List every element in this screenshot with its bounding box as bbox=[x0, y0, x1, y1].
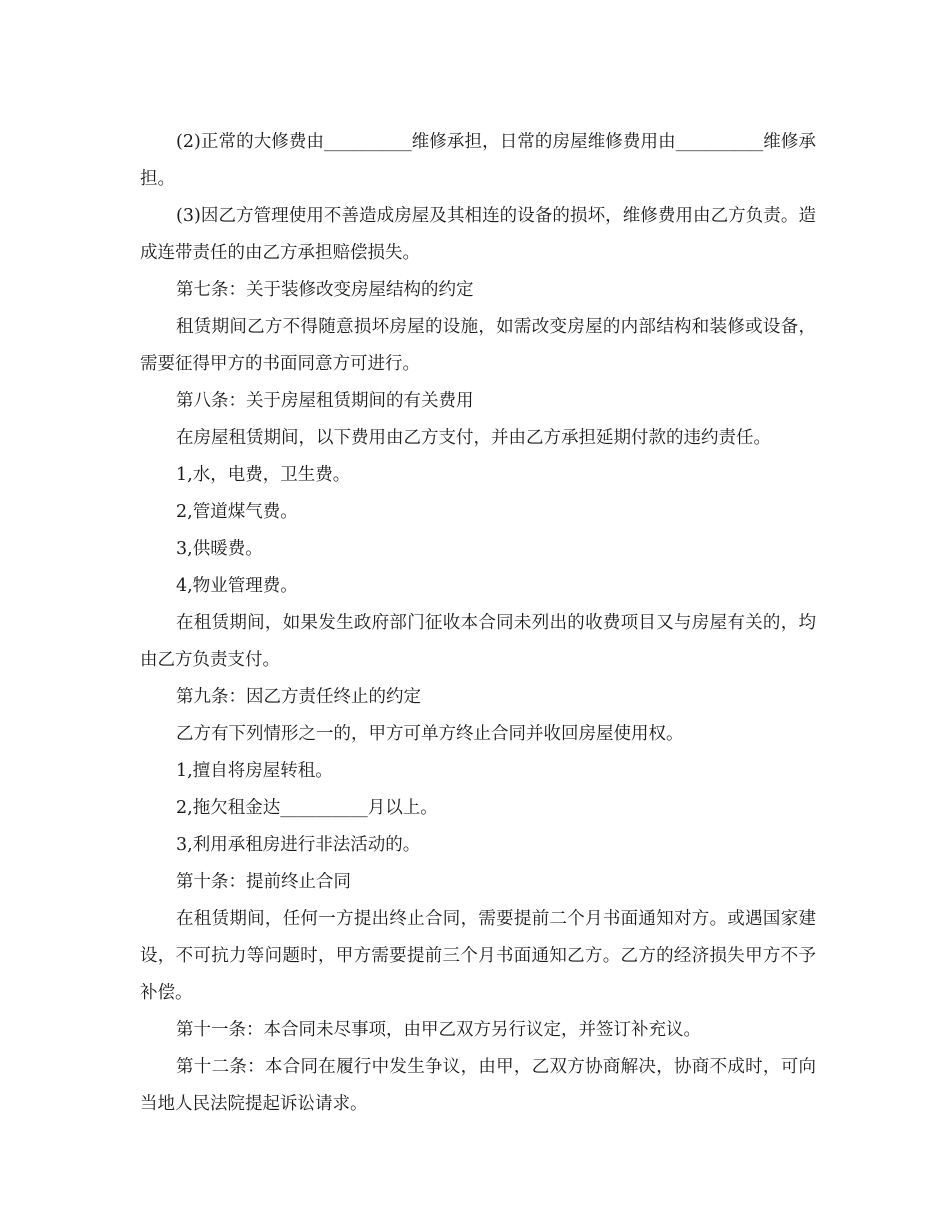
article-10-heading: 第十条：提前终止合同 bbox=[176, 872, 351, 892]
article-8-heading: 第八条：关于房屋租赁期间的有关费用 bbox=[176, 391, 474, 411]
article-11: 第十一条：本合同未尽事项，由甲乙双方另行议定，并签订补充议。 bbox=[176, 1020, 701, 1040]
article-8-item-1: 1,水，电费，卫生费。 bbox=[176, 465, 351, 485]
article-7-body: 租赁期间乙方不得随意损坏房屋的设施，如需改变房屋的内部结构和装修或设备，需要征得甲方的书面同意方可进行。 bbox=[140, 317, 816, 374]
article-8-item-3: 3,供暖费。 bbox=[176, 539, 263, 559]
document-page bbox=[140, 124, 816, 1123]
paragraph-repair-cost-3: (3)因乙方管理使用不善造成房屋及其相连的设备的损坏，维修费用由乙方负责。造成连带责任的由乙方承担赔偿损失。 bbox=[140, 206, 816, 263]
article-8-extra: 在租赁期间，如果发生政府部门征收本合同未列出的收费项目又与房屋有关的，均由乙方负责支付。 bbox=[140, 613, 816, 670]
article-7-heading: 第七条：关于装修改变房屋结构的约定 bbox=[176, 280, 474, 300]
article-12: 第十二条：本合同在履行中发生争议，由甲，乙双方协商解决，协商不成时，可向当地人民法院提起诉讼请求。 bbox=[140, 1057, 816, 1114]
article-8-item-2: 2,管道煤气费。 bbox=[176, 502, 298, 522]
article-10-body: 在租赁期间，任何一方提出终止合同，需要提前二个月书面通知对方。或遇国家建设，不可抗力等问题时，甲方需要提前三个月书面通知乙方。乙方的经济损失甲方不予补偿。 bbox=[140, 909, 816, 1003]
article-8-item-4: 4,物业管理费。 bbox=[176, 576, 298, 596]
article-9-item-3: 3,利用承租房进行非法活动的。 bbox=[176, 835, 421, 855]
article-9-item-2: 2,拖欠租金达__________月以上。 bbox=[176, 798, 438, 818]
article-9-heading: 第九条：因乙方责任终止的约定 bbox=[176, 687, 421, 707]
paragraph-repair-cost-2: (2)正常的大修费由__________维修承担，日常的房屋维修费用由__________维修承担。 bbox=[140, 132, 816, 189]
article-8-body: 在房屋租赁期间，以下费用由乙方支付，并由乙方承担延期付款的违约责任。 bbox=[176, 428, 771, 448]
article-9-body: 乙方有下列情形之一的，甲方可单方终止合同并收回房屋使用权。 bbox=[176, 724, 684, 744]
article-9-item-1: 1,擅自将房屋转租。 bbox=[176, 761, 333, 781]
